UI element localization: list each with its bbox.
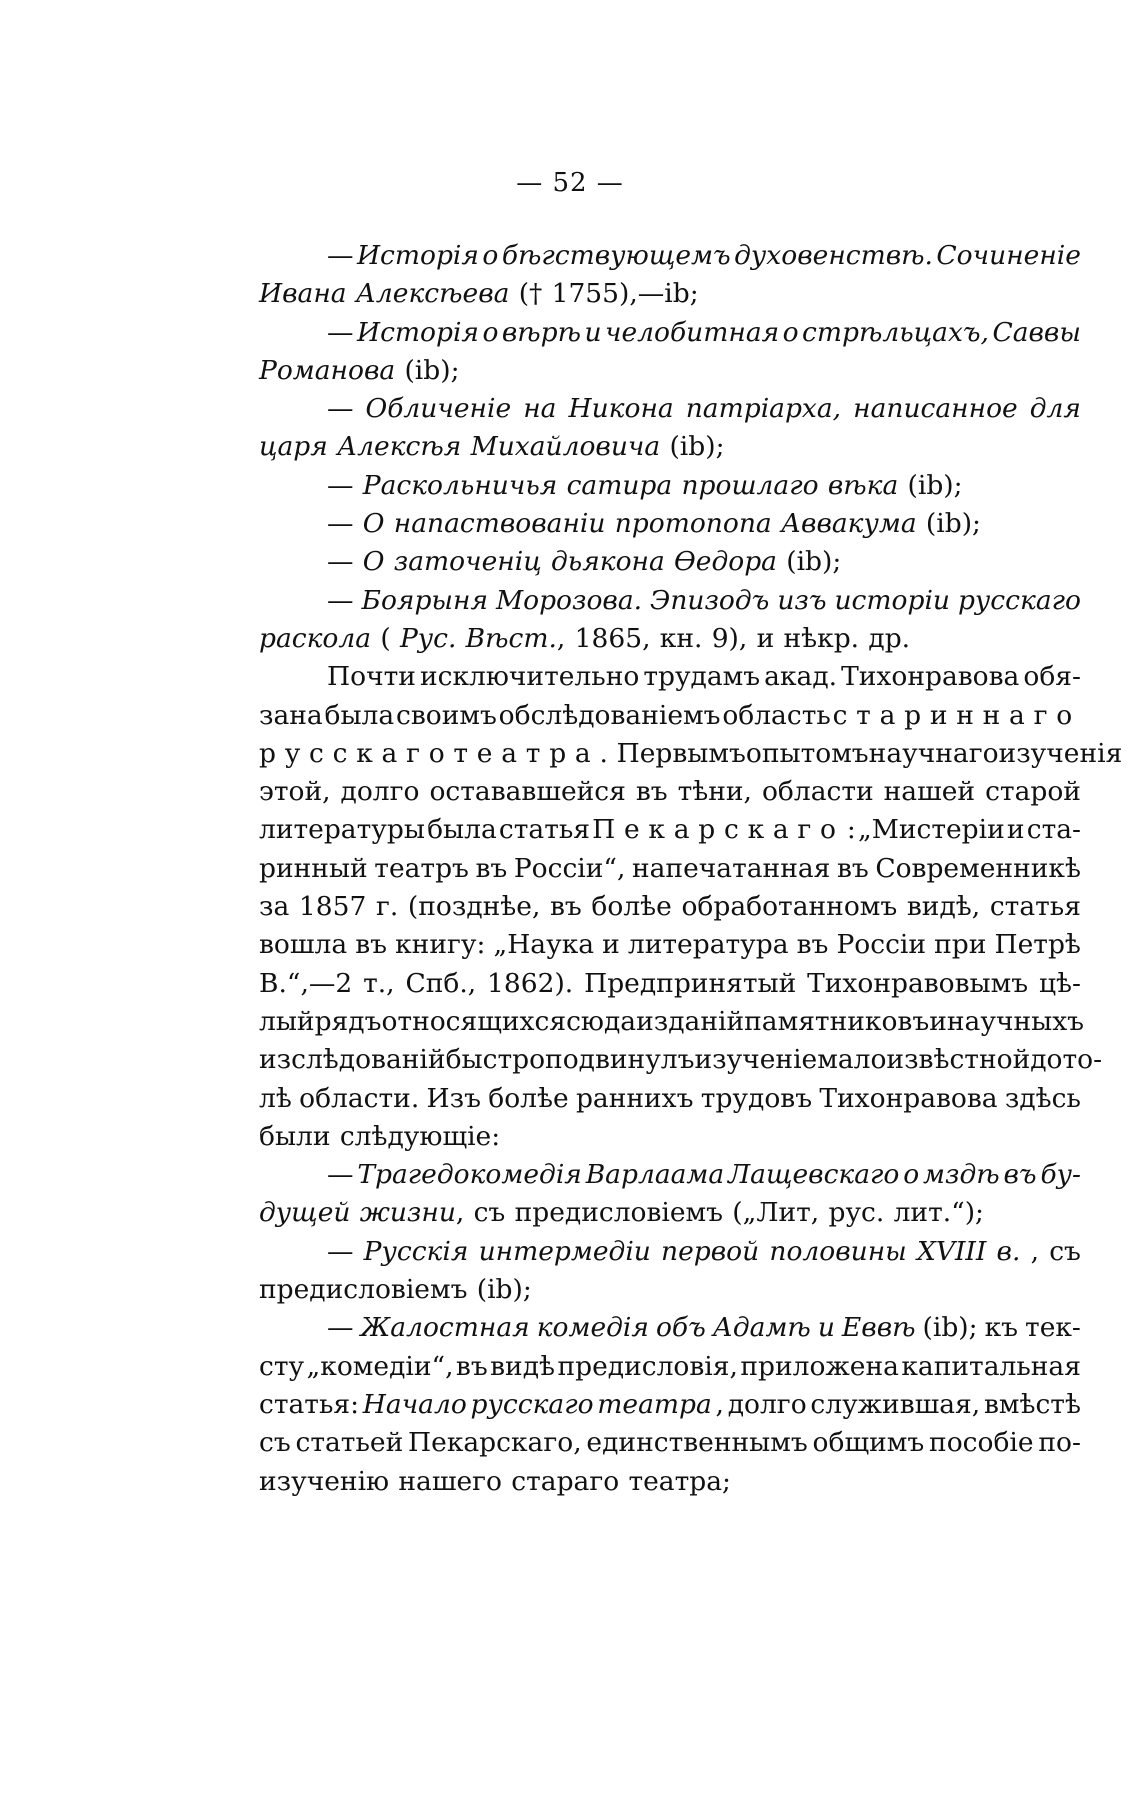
word: — <box>327 1312 354 1344</box>
text-line <box>259 620 1081 658</box>
word: царя <box>259 431 328 463</box>
word: въ <box>550 891 582 923</box>
word: памятниковъ <box>744 1005 930 1037</box>
word: Изъ <box>426 1082 481 1114</box>
word: рядъ <box>314 1005 382 1037</box>
word: раннихъ <box>575 1082 694 1114</box>
word: своимъ <box>396 699 497 731</box>
word: пособіе <box>929 1427 1034 1459</box>
word: Алексѣя <box>337 431 462 463</box>
word: опытомъ <box>745 737 869 769</box>
text-line <box>259 1271 1081 1309</box>
word: Михайловича <box>470 431 661 463</box>
word: Предпринятый <box>584 967 797 999</box>
word: малоизвѣстной <box>817 1044 1031 1076</box>
word: „комедіи“, <box>306 1350 454 1382</box>
word: Жалостная <box>360 1312 530 1344</box>
word: области. <box>299 1082 420 1114</box>
word: 1857 <box>298 891 367 923</box>
word: Ивана <box>259 278 347 310</box>
word: Раскольничья <box>362 469 558 501</box>
word: вѣрѣ <box>501 316 582 348</box>
word: научнаго <box>868 737 999 769</box>
word: Обличеніе <box>365 393 512 425</box>
word: протопопа <box>614 508 772 540</box>
word: русскаго <box>957 584 1081 616</box>
word: и <box>584 316 602 348</box>
text-line <box>259 1003 1085 1041</box>
word: общимъ <box>812 1427 925 1459</box>
word: Почти <box>327 661 416 693</box>
word: театра. <box>453 737 617 769</box>
word: дото- <box>1030 1044 1103 1076</box>
word: рус. <box>828 1197 885 1229</box>
word: интермедіи <box>478 1235 651 1267</box>
word: (ib); <box>907 469 963 501</box>
text-line <box>259 428 1081 466</box>
word: (ib); <box>404 354 460 386</box>
word: была <box>427 814 497 846</box>
word: „Наука <box>493 929 595 961</box>
word: о <box>903 1159 920 1191</box>
word: заточеніц <box>393 546 542 578</box>
word: вмѣстѣ <box>983 1388 1081 1420</box>
word: акад. <box>764 661 838 693</box>
word: въ <box>836 852 869 884</box>
word: — <box>327 393 354 425</box>
word: ( <box>380 622 391 654</box>
word: Спб., <box>405 967 477 999</box>
word: сюда <box>566 1005 637 1037</box>
text-line <box>259 237 1081 275</box>
word: театръ <box>374 852 469 884</box>
text-line <box>259 543 1081 581</box>
word: вошла <box>259 929 348 961</box>
word: Пекарскаго <box>592 814 845 846</box>
word: за <box>259 891 290 923</box>
word: написанное <box>853 393 1018 425</box>
word: и <box>1006 814 1025 846</box>
text-line <box>259 505 1081 543</box>
text-line <box>259 1080 1081 1118</box>
text-line <box>259 1424 1081 1462</box>
word: русскаго <box>259 737 454 769</box>
word: съ <box>259 1427 291 1459</box>
word: сту <box>259 1350 305 1382</box>
word: — <box>327 546 354 578</box>
page-number: — 52 — <box>516 168 624 198</box>
word: дьякона <box>550 546 665 578</box>
text-line <box>259 582 1081 620</box>
word: предисловія, <box>557 1350 738 1382</box>
word: прошлаго <box>681 469 819 501</box>
word: Исторія <box>356 240 479 271</box>
word: лит.“); <box>893 1197 984 1229</box>
word: 9), <box>711 622 748 654</box>
word: слѣдующіе: <box>339 1120 501 1152</box>
word: — <box>327 240 354 271</box>
word: стараго <box>511 1465 620 1497</box>
word: Россіи“, <box>513 852 626 884</box>
word: , <box>715 1388 724 1420</box>
word: были <box>259 1120 331 1152</box>
word: Трагедокомедія <box>357 1159 582 1191</box>
word: О <box>362 508 385 540</box>
word: Никона <box>568 393 674 425</box>
word: служившая, <box>810 1388 981 1420</box>
word: о <box>482 240 499 271</box>
word: мздѣ <box>923 1159 1000 1191</box>
word: Сочиненіе <box>936 240 1081 271</box>
word: статьей <box>295 1427 404 1459</box>
word: болѣе <box>488 1082 569 1114</box>
word: литературы <box>259 814 425 846</box>
word: изъ <box>777 584 827 616</box>
text-line <box>259 1309 1081 1347</box>
text-line <box>259 773 1081 811</box>
word: цѣ- <box>1038 967 1081 999</box>
word: , <box>556 622 566 654</box>
word: для <box>1029 393 1081 425</box>
word: болѣе <box>591 891 672 923</box>
word: обработанномъ <box>681 891 898 923</box>
word: къ <box>984 1312 1019 1344</box>
word: бѣгствующемъ <box>501 240 731 271</box>
word: В.“,—2 <box>259 967 353 999</box>
text-line <box>259 1463 1081 1501</box>
word: челобитная <box>605 316 780 348</box>
word: быстро <box>445 1044 546 1076</box>
word: исторіи <box>834 584 950 616</box>
word: „Мистеріи <box>857 814 1005 846</box>
word: — <box>327 1235 354 1267</box>
word: раскола <box>259 622 372 654</box>
word: Россіи <box>836 929 927 961</box>
text-line <box>259 1348 1081 1386</box>
word: относящихся <box>381 1005 567 1037</box>
text-line <box>259 275 1081 313</box>
word: въ <box>355 929 388 961</box>
word: въ <box>1003 1159 1037 1191</box>
word: лѣ <box>259 1082 292 1114</box>
word: Эпизодъ <box>650 584 770 616</box>
text-line <box>259 965 1081 1003</box>
text-line <box>259 735 1123 773</box>
word: тек- <box>1025 1312 1081 1344</box>
word: нашей <box>883 776 976 808</box>
word: при <box>934 929 987 961</box>
word: изслѣдованій <box>259 1044 446 1076</box>
word: др. <box>868 622 911 654</box>
word: Рус. <box>399 622 457 654</box>
word: Ѳедора <box>674 546 777 578</box>
word: нашего <box>398 1465 503 1497</box>
text-line <box>259 314 1081 352</box>
word: театра; <box>628 1465 731 1497</box>
word: Морозова. <box>496 584 643 616</box>
word: напечатанная <box>631 852 831 884</box>
word: единственнымъ <box>586 1427 808 1459</box>
word: г. <box>375 891 399 923</box>
word: изученію <box>259 1465 390 1497</box>
word: въ <box>635 776 668 808</box>
text-line <box>259 1118 1081 1156</box>
word: Лащевскаго <box>728 1159 900 1191</box>
word: здѣсь <box>1004 1082 1081 1114</box>
word: — <box>327 584 354 616</box>
word: капитальная <box>901 1350 1081 1382</box>
word: русскаго <box>470 1388 594 1420</box>
word: зана <box>259 699 323 731</box>
word: видѣ <box>490 1350 556 1382</box>
word: XVIII <box>916 1235 987 1267</box>
word: трудамъ <box>643 661 761 693</box>
text-line <box>259 850 1081 888</box>
body-text <box>259 237 1123 1501</box>
word: театра <box>597 1388 712 1420</box>
word: Романова <box>259 354 396 386</box>
word: была <box>324 699 395 731</box>
word: видѣ, <box>906 891 981 923</box>
word: Вѣст. <box>465 622 557 654</box>
text-line <box>259 1041 1103 1079</box>
word: стрѣльцахъ, <box>802 316 989 348</box>
word: статья <box>989 891 1081 923</box>
word: этой, <box>259 776 331 808</box>
word: („Лит, <box>732 1197 820 1229</box>
word: лый <box>259 1005 315 1037</box>
word: изданій <box>636 1005 745 1037</box>
text-line <box>259 811 1081 849</box>
word: (позднѣе, <box>407 891 541 923</box>
word: остававшейся <box>429 776 626 808</box>
text-line <box>259 1233 1081 1271</box>
word: Тихонравова <box>819 1082 998 1114</box>
word: Начало <box>362 1388 467 1420</box>
word: (ib); <box>925 508 981 540</box>
word: въ <box>796 929 829 961</box>
word: исключительно <box>419 661 640 693</box>
word: (ib); <box>669 431 725 463</box>
word: Еввѣ <box>841 1312 916 1344</box>
text-line <box>259 390 1081 428</box>
word: предисловіемъ <box>514 1197 724 1229</box>
word: изученія <box>998 737 1123 769</box>
word: изученіе <box>694 1044 818 1076</box>
word: Тихонравова <box>841 661 1020 693</box>
word: напаствованіи <box>393 508 606 540</box>
word: Адамѣ <box>712 1312 811 1344</box>
text-line <box>259 697 1081 735</box>
word: († <box>518 278 543 310</box>
text-line <box>259 926 1081 964</box>
word: половины <box>769 1235 907 1267</box>
word: и <box>602 929 620 961</box>
word: обя- <box>1023 661 1081 693</box>
word: приложена <box>740 1350 899 1382</box>
word: — <box>327 508 354 540</box>
word: т., <box>363 967 395 999</box>
word: дущей <box>259 1197 351 1229</box>
text-line <box>259 352 1081 390</box>
word: на <box>523 393 557 425</box>
word: литература <box>627 929 789 961</box>
word: , <box>1030 1235 1040 1267</box>
word: книгу: <box>395 929 486 961</box>
word: комедія <box>536 1312 649 1344</box>
word: Русскія <box>363 1235 469 1267</box>
word: подвинулъ <box>545 1044 695 1076</box>
word: Современникѣ <box>875 852 1081 884</box>
word: область <box>722 699 831 731</box>
text-line <box>259 1386 1081 1424</box>
word: стариннаго <box>832 699 1081 731</box>
word: бу- <box>1040 1159 1081 1191</box>
word: Первымъ <box>616 737 746 769</box>
word: ринный <box>259 852 368 884</box>
word: Алексѣева <box>355 278 510 310</box>
word: нѣкр. <box>783 622 860 654</box>
word: Боярыня <box>361 584 489 616</box>
word: тѣни, <box>677 776 752 808</box>
word: и <box>817 1312 835 1344</box>
word: 1862). <box>487 967 574 999</box>
word: и <box>929 1005 947 1037</box>
word: о <box>482 316 499 348</box>
text-line <box>259 1156 1081 1194</box>
word: патріарха, <box>685 393 842 425</box>
word: — <box>327 1159 354 1191</box>
word: жизни <box>359 1197 456 1229</box>
word: по- <box>1038 1427 1081 1459</box>
word: вѣка <box>827 469 899 501</box>
word: обслѣдованіемъ <box>498 699 721 731</box>
word: о <box>782 316 799 348</box>
word: въ <box>455 1350 488 1382</box>
word: долго <box>340 776 420 808</box>
text-line <box>259 1194 1081 1232</box>
word: , <box>455 1197 465 1229</box>
word: Саввы <box>992 316 1081 348</box>
word: кн. <box>659 622 703 654</box>
word: (ib); <box>786 546 842 578</box>
word: — <box>327 316 354 348</box>
word: съ <box>1049 1235 1081 1267</box>
word: статья: <box>259 1388 360 1420</box>
word: — <box>327 469 354 501</box>
word: Петрѣ <box>994 929 1081 961</box>
word: первой <box>661 1235 760 1267</box>
word: в. <box>996 1235 1021 1267</box>
word: Исторія <box>356 316 479 348</box>
text-line <box>259 467 1081 505</box>
word: сатира <box>566 469 673 501</box>
word: : <box>846 814 856 846</box>
word: (ib); <box>922 1312 978 1344</box>
word: статья <box>498 814 590 846</box>
word: научныхъ <box>946 1005 1085 1037</box>
word: Варлаама <box>585 1159 725 1191</box>
word: 1755),—ib; <box>551 278 699 310</box>
word: Пекарскаго, <box>408 1427 582 1459</box>
word: въ <box>475 852 508 884</box>
word: (ib); <box>476 1274 532 1306</box>
word: области <box>761 776 874 808</box>
word: Тихонравовымъ <box>807 967 1029 999</box>
word: Аввакума <box>780 508 917 540</box>
text-line <box>259 658 1081 696</box>
word: О <box>362 546 385 578</box>
word: съ <box>473 1197 506 1229</box>
word: долго <box>727 1388 807 1420</box>
word: 1865, <box>574 622 651 654</box>
word: объ <box>655 1312 706 1344</box>
word: духовенствѣ. <box>734 240 933 271</box>
word: и <box>756 622 775 654</box>
word: ста- <box>1026 814 1081 846</box>
word: старой <box>985 776 1081 808</box>
word: предисловіемъ <box>259 1274 468 1306</box>
word: трудовъ <box>700 1082 813 1114</box>
text-line <box>259 888 1081 926</box>
